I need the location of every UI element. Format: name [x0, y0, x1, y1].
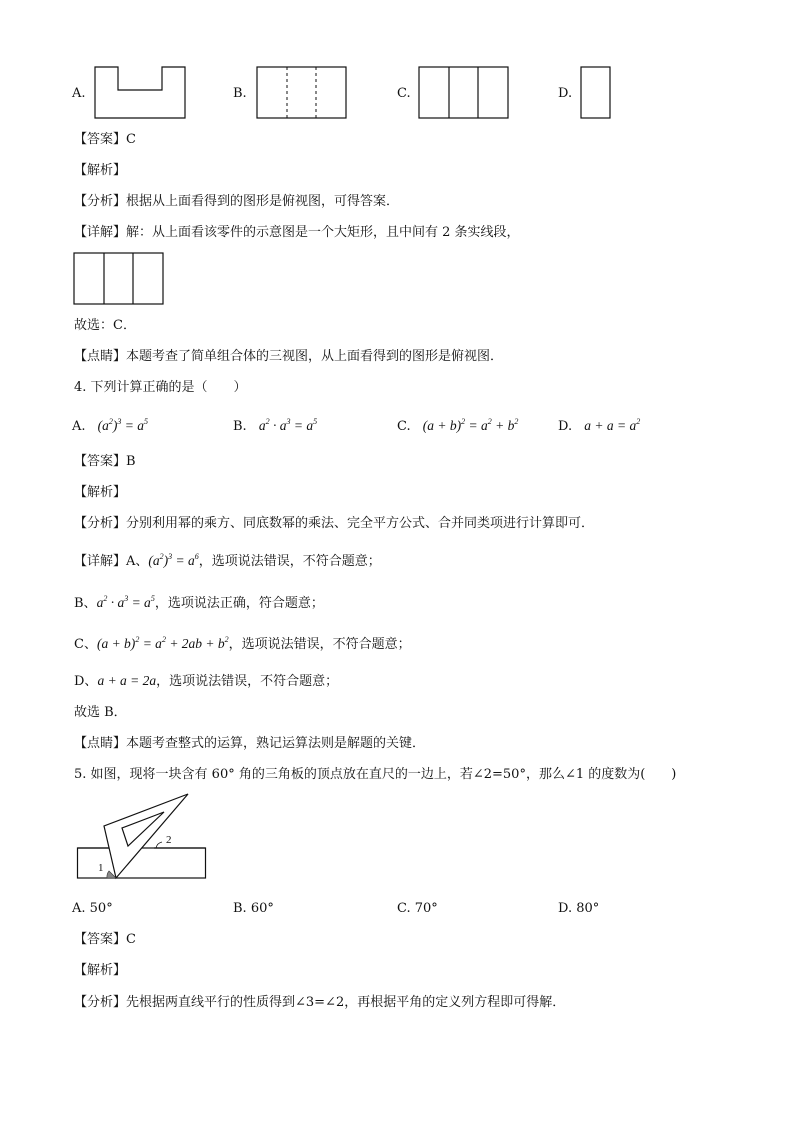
q3-jiexi: 【解析】: [74, 163, 127, 178]
q4-option-b-label: B.: [233, 419, 247, 434]
q5-ruler-triangle-figure: [76, 790, 208, 882]
q4-dianjing: 【点睛】本题考查整式的运算，熟记运算法则是解题的关键．: [74, 736, 426, 751]
q4-detail-b-suffix: ，选项说法正确，符合题意；: [154, 596, 324, 611]
q4-detail-b: B、$a^2 \cdot a^3 = a^5$，选项说法正确，符合题意；: [74, 594, 324, 611]
q4-detail-a-suffix: ，选项说法错误，不符合题意；: [198, 554, 381, 569]
q4-option-c-label: C.: [397, 419, 411, 434]
q3-solution-figure: [73, 252, 165, 306]
q4-detail-d-suffix: ，选项说法错误，不符合题意；: [156, 674, 339, 689]
q3-answer: 【答案】C: [74, 132, 136, 147]
q4-option-b: B. $a^2 \cdot a^3 = a^5$: [233, 417, 318, 434]
option-c-figure: [418, 66, 510, 120]
q4-option-d-label: D.: [558, 419, 573, 434]
q4-option-a-label: A.: [72, 419, 86, 434]
option-c-label: C.: [397, 86, 411, 101]
q4-fenxi: 【分析】分别利用幂的乘方、同底数幂的乘法、完全平方公式、合并同类项进行计算即可．: [74, 516, 595, 531]
q4-detail-a: 【详解】A、$(a^2)^3 = a^6$，选项说法错误，不符合题意；: [74, 552, 381, 569]
q4-jiexi: 【解析】: [74, 485, 127, 500]
q5-option-d: D. 80°: [558, 901, 600, 916]
option-d-figure: [580, 66, 612, 120]
q5-option-a: A. 50°: [72, 901, 113, 916]
option-d-label: D.: [558, 86, 573, 101]
q3-xiangjie: 【详解】解：从上面看该零件的示意图是一个大矩形，且中间有 2 条实线段，: [74, 225, 520, 240]
q4-detail-d-prefix: D、: [74, 674, 98, 689]
q4-answer: 【答案】B: [74, 454, 136, 469]
q5-stem: 5. 如图，现将一块含有 60° 角的三角板的顶点放在直尺的一边上，若∠2=50°，那么∠1 的度数为( ): [74, 767, 677, 782]
q4-detail-b-prefix: B、: [74, 596, 97, 611]
q4-detail-a-prefix: 【详解】A、: [74, 554, 149, 569]
q3-fenxi: 【分析】根据从上面看得到的图形是俯视图，可得答案．: [74, 194, 400, 209]
q4-detail-d: D、a + a = 2a，选项说法错误，不符合题意；: [74, 673, 339, 689]
option-b-label: B.: [233, 86, 247, 101]
option-a-figure: [94, 66, 186, 120]
option-b-figure: [256, 66, 348, 120]
q5-answer: 【答案】C: [74, 932, 136, 947]
q3-dianjing: 【点睛】本题考查了简单组合体的三视图，从上面看得到的图形是俯视图．: [74, 349, 504, 364]
q5-fenxi: 【分析】先根据两直线平行的性质得到∠3=∠2，再根据平角的定义列方程即可得解．: [74, 995, 566, 1010]
q4-stem: 4. 下列计算正确的是（ ）: [74, 380, 247, 395]
q5-jiexi: 【解析】: [74, 963, 127, 978]
q4-detail-c-prefix: C、: [74, 637, 97, 652]
angle-2-label: 2: [166, 834, 172, 846]
q4-detail-c: C、$(a + b)^2 = a^2 + 2ab + b^2$，选项说法错误，不符合题意；: [74, 635, 411, 652]
q4-option-d: D. $a + a = a^2$: [558, 417, 641, 434]
q4-option-a: A. $(a^2)^3 = a^5$: [72, 417, 149, 434]
angle-1-label: 1: [98, 862, 104, 874]
q3-guxuan: 故选：C．: [74, 318, 136, 333]
q4-detail-c-suffix: ，选项说法错误，不符合题意；: [228, 637, 411, 652]
q5-option-c: C. 70°: [397, 901, 438, 916]
q5-option-b: B. 60°: [233, 901, 274, 916]
q4-guxuan: 故选 B．: [74, 705, 127, 720]
option-a-label: A.: [72, 86, 86, 101]
q4-option-c: C. $(a + b)^2 = a^2 + b^2$: [397, 417, 519, 434]
